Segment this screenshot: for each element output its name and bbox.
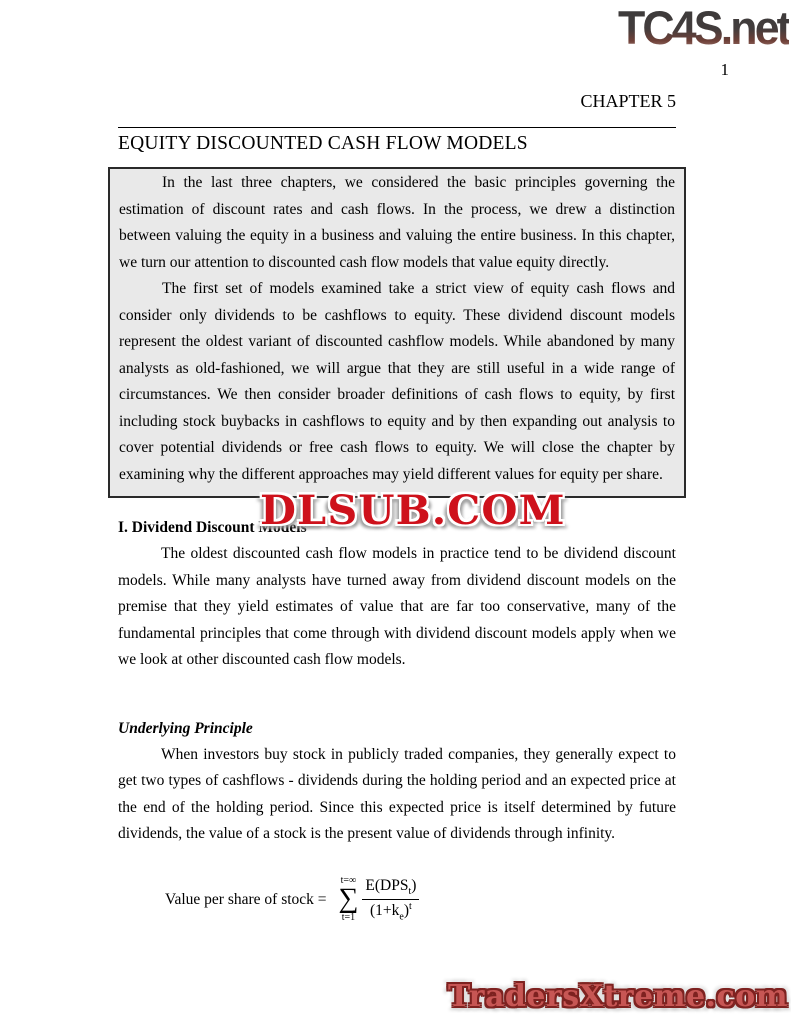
denominator-text: (1+k [370,902,400,920]
sum-upper-limit: t=∞ [340,875,357,887]
intro-box [108,167,686,498]
section-heading-underlying-principle: Underlying Principle [118,719,253,737]
summation-operator [338,876,358,923]
intro-paragraph-2: The first set of models examined take a strict view of equity cash flows and consider only dividends to be cashflows to equity. These dividend discount models represent the oldest variant of discounted cashflow models. While abandoned by many analysts as old-fashioned, we will argue that they are still useful in a wide range of circumstances. We then consider broader definitions of cash flows to equity, by first including stock buybacks in cashflows to equity and by then expanding out analysis to cover potential dividends or free cash flows to equity. We will close the chapter by examining why the different approaches may yield different values for equity per share. [119,280,675,483]
numerator-close: ) [411,876,417,894]
numerator-subscript: t [408,885,412,897]
paragraph-dividend-discount-models: The oldest discounted cash flow models in practice tend to be dividend discount models. While many analysts have turned away from dividend discount models on the premise that they yield estimates of value that are far too conservative, many of the fundamental principles that come through with dividend discount models apply when we we look at other discounted cash flow models. [118,545,676,668]
tradersxtreme-watermark: TradersXtreme.com [448,979,788,1014]
tc4s-logo-watermark: TC4S.net [618,1,789,54]
page-number: 1 [720,60,729,79]
section-heading-dividend-discount-models: I. Dividend Discount Models [118,519,307,536]
paragraph-underlying-principle: When investors buy stock in publicly traded companies, they generally expect to get two types of cashflows - dividends during the holding period and an expected price at the end of the holding period. Since this expected price is itself determined by future dividends, the value of a stock is the present value of dividends through infinity. [118,745,676,842]
sum-lower-limit: t=1 [341,911,356,923]
denominator-subscript: e [399,911,404,923]
intro-paragraph-1: In the last three chapters, we considered the basic principles governing the estimation of discount rates and cash flows. In the process, we drew a distinction between valuing the equity in a business and valuing the entire business. In this chapter, we turn our attention to discounted cash flow models that value equity directly. [119,174,675,271]
denominator-close: ) [403,902,410,920]
page-title: EQUITY DISCOUNTED CASH FLOW MODELS [118,127,676,155]
value-per-share-formula [118,876,676,924]
sigma-symbol: ∑ [338,883,359,915]
formula-numerator [362,876,419,901]
formula-denominator [370,900,412,924]
dlsub-watermark: DLSUB.COM [260,486,566,534]
numerator-text: E(DPS [365,876,409,894]
chapter-label: CHAPTER 5 [580,91,676,111]
denominator-exponent: t [409,901,412,913]
formula-lhs: Value per share of stock = [165,890,331,908]
formula-fraction [362,876,419,924]
